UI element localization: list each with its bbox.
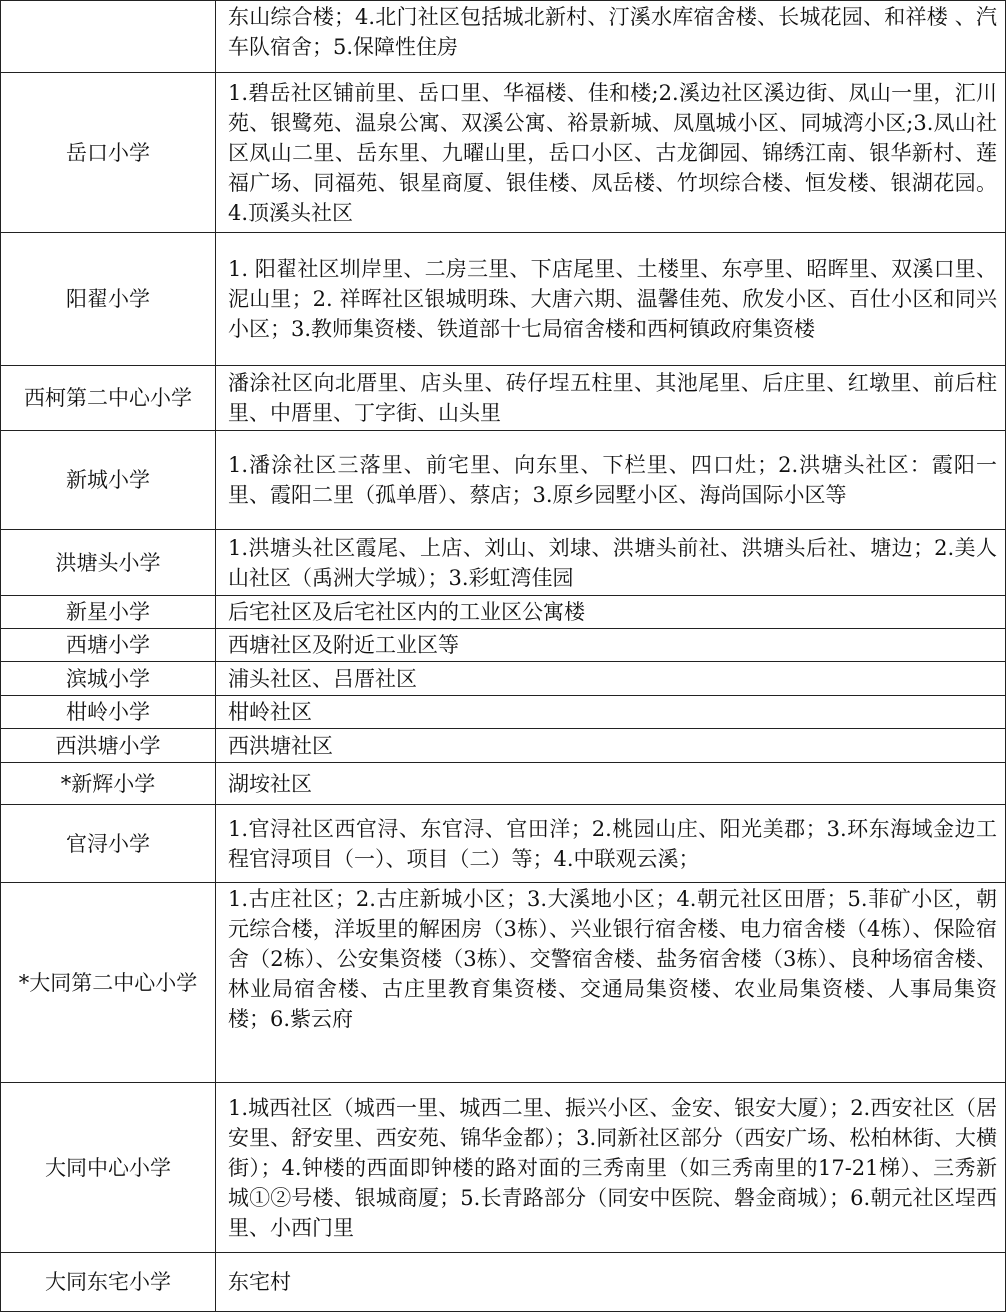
table-row (1, 629, 1006, 662)
school-name-cell: 洪塘头小学 (1, 530, 216, 596)
school-name-cell: 大同东宅小学 (1, 1253, 216, 1312)
school-name-cell: 阳翟小学 (1, 233, 216, 366)
enrollment-area-cell: 柑岭社区 (216, 696, 1006, 729)
enrollment-area-cell: 1.官浔社区西官浔、东官浔、官田洋；2.桃园山庄、阳光美郡；3.环东海域金边工程官浔项目（一）、项目（二）等；4.中联观云溪； (216, 805, 1006, 883)
school-name-cell: 柑岭小学 (1, 696, 216, 729)
enrollment-area-cell: 西塘社区及附近工业区等 (216, 629, 1006, 662)
school-name-cell (1, 1, 216, 73)
enrollment-area-cell: 1.碧岳社区铺前里、岳口里、华福楼、佳和楼;2.溪边社区溪边街、凤山一里，汇川苑、银鹭苑、温泉公寓、双溪公寓、裕景新城、凤凰城小区、同城湾小区;3.凤山社区凤山二里、岳东里、九曜山里，岳口小区、古龙御园、锦绣江南、银华新村、莲福广场、同福苑、银星商厦、银佳楼、凤岳楼、竹坝综合楼、恒发楼、银湖花园。4.顶溪头社区 (216, 73, 1006, 233)
table-row (1, 883, 1006, 1083)
school-name-cell: *新辉小学 (1, 763, 216, 805)
school-name-cell: 滨城小学 (1, 662, 216, 696)
table-row (1, 729, 1006, 763)
enrollment-area-cell: 浦头社区、吕厝社区 (216, 662, 1006, 696)
school-name-cell: 新星小学 (1, 596, 216, 629)
school-name-cell: 西洪塘小学 (1, 729, 216, 763)
table-row (1, 233, 1006, 366)
school-name-cell: 官浔小学 (1, 805, 216, 883)
table-row (1, 662, 1006, 696)
enrollment-area-cell: 西洪塘社区 (216, 729, 1006, 763)
enrollment-area-cell: 东宅村 (216, 1253, 1006, 1312)
school-name-cell: 西塘小学 (1, 629, 216, 662)
table-row (1, 763, 1006, 805)
table-row (1, 1083, 1006, 1253)
table-row (1, 73, 1006, 233)
school-name-cell: *大同第二中心小学 (1, 883, 216, 1083)
enrollment-area-cell: 1.潘涂社区三落里、前宅里、向东里、下栏里、四口灶；2.洪塘头社区：霞阳一里、霞阳二里（孤单厝）、蔡店；3.原乡园墅小区、海尚国际小区等 (216, 431, 1006, 530)
enrollment-area-cell: 后宅社区及后宅社区内的工业区公寓楼 (216, 596, 1006, 629)
enrollment-area-cell: 1. 阳翟社区圳岸里、二房三里、下店尾里、土楼里、东亭里、昭晖里、双溪口里、泥山里；2. 祥晖社区银城明珠、大唐六期、温馨佳苑、欣发小区、百仕小区和同兴小区；3.教师集资楼、铁道部十七局宿舍楼和西柯镇政府集资楼 (216, 233, 1006, 366)
table-row (1, 805, 1006, 883)
enrollment-area-cell: 湖垵社区 (216, 763, 1006, 805)
school-name-cell: 西柯第二中心小学 (1, 366, 216, 431)
school-name-cell: 岳口小学 (1, 73, 216, 233)
table-row (1, 366, 1006, 431)
table-row (1, 596, 1006, 629)
table-row (1, 431, 1006, 530)
table-row (1, 1, 1006, 73)
school-name-cell: 大同中心小学 (1, 1083, 216, 1253)
enrollment-area-cell: 潘涂社区向北厝里、店头里、砖仔埕五柱里、其池尾里、后庄里、红墩里、前后柱里、中厝里、丁字街、山头里 (216, 366, 1006, 431)
table-row (1, 1253, 1006, 1312)
enrollment-area-cell: 1.古庄社区；2.古庄新城小区；3.大溪地小区；4.朝元社区田厝；5.菲矿小区，朝元综合楼，洋坂里的解困房（3栋）、兴业银行宿舍楼、电力宿舍楼（4栋）、保险宿舍（2栋）、公安集资楼（3栋）、交警宿舍楼、盐务宿舍楼（3栋）、良种场宿舍楼、林业局宿舍楼、古庄里教育集资楼、交通局集资楼、农业局集资楼、人事局集资楼；6.紫云府 (216, 883, 1006, 1083)
enrollment-area-cell: 1.洪塘头社区霞尾、上店、刘山、刘埭、洪塘头前社、洪塘头后社、塘边；2.美人山社区（禹洲大学城）；3.彩虹湾佳园 (216, 530, 1006, 596)
enrollment-area-cell: 1.城西社区（城西一里、城西二里、振兴小区、金安、银安大厦）；2.西安社区（居安里、舒安里、西安苑、锦华金都）；3.同新社区部分（西安广场、松柏林街、大横街）；4.钟楼的西面即钟楼的路对面的三秀南里（如三秀南里的17-21梯）、三秀新城①②号楼、银城商厦；5.长青路部分（同安中医院、磐金商城）；6.朝元社区埕西里、小西门里 (216, 1083, 1006, 1253)
table-row (1, 530, 1006, 596)
table-row (1, 696, 1006, 729)
school-name-cell: 新城小学 (1, 431, 216, 530)
enrollment-area-cell: 东山综合楼；4.北门社区包括城北新村、汀溪水库宿舍楼、长城花园、和祥楼 、汽车队宿舍；5.保障性住房 (216, 1, 1006, 73)
